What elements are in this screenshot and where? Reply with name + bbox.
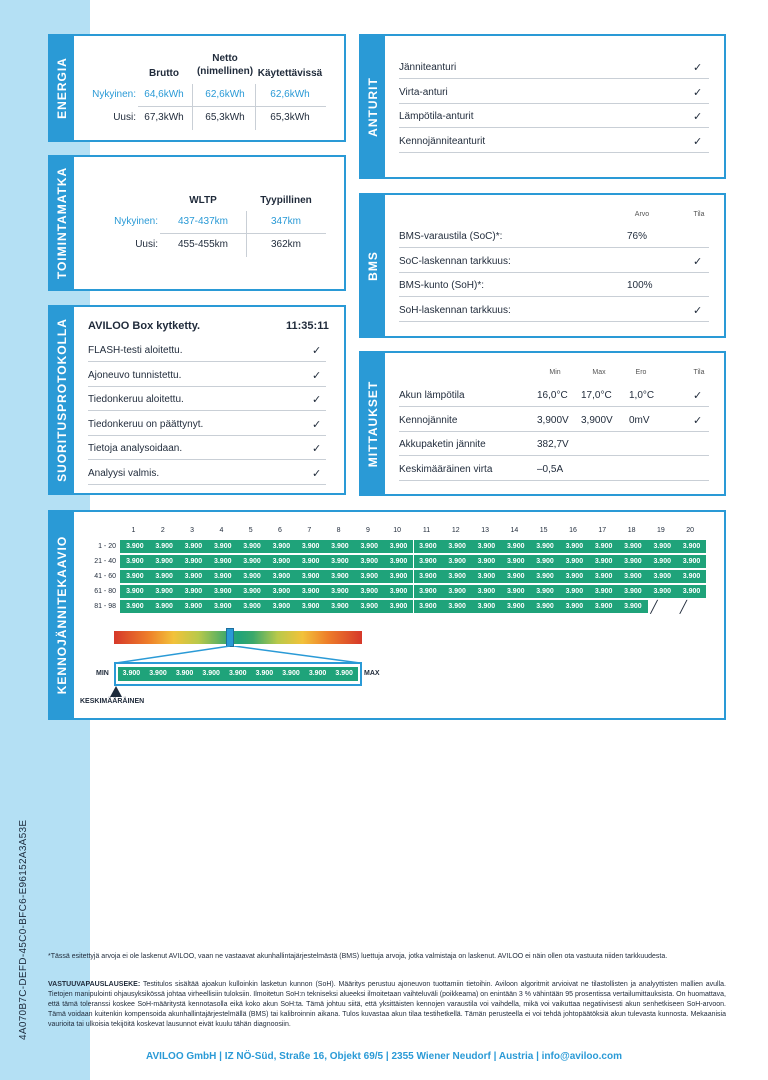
cell-voltage: 3.900: [413, 585, 443, 598]
check-icon: ✓: [693, 255, 703, 268]
column-number: 8: [336, 527, 341, 534]
anturit-tab: [361, 36, 385, 177]
bms-row-value: 100%: [627, 280, 653, 291]
cell-voltage: 3.900: [618, 585, 648, 598]
cell-voltage: 3.900: [179, 570, 209, 583]
sensor-item: Jänniteanturi: [399, 62, 457, 73]
cell-voltage: 3.900: [647, 555, 677, 568]
empty-cell-slash: ╱: [650, 600, 658, 614]
energia-value: 67,3kWh: [144, 112, 184, 123]
column-number: 7: [307, 527, 312, 534]
cell-voltage: 3.900: [472, 540, 502, 553]
divider: [399, 431, 709, 432]
cell-voltage: 3.900: [384, 540, 414, 553]
scale-cell-voltage: 3.900: [304, 667, 331, 681]
energia-title: ENERGIA: [55, 57, 69, 119]
column-number: 10: [393, 527, 402, 534]
energia-value: 65,3kWh: [205, 112, 245, 123]
row-range-label: 61 - 80: [94, 588, 116, 595]
measurement-ero: 0mV: [629, 414, 650, 426]
cell-voltage: 3.900: [267, 585, 297, 598]
check-icon: ✓: [312, 394, 322, 406]
cell-voltage: 3.900: [149, 540, 179, 553]
cell-voltage: 3.900: [354, 555, 384, 568]
scale-max-label: MAX: [364, 670, 380, 677]
divider: [399, 480, 709, 481]
energia-header-netto: [194, 52, 256, 78]
cell-voltage: 3.900: [149, 570, 179, 583]
divider: [138, 106, 326, 107]
bms-col-value: Arvo: [634, 211, 650, 218]
mittaukset-col-status: Tila: [693, 369, 705, 376]
sensor-item: Lämpötila-anturit: [399, 111, 474, 122]
divider: [246, 211, 247, 257]
energia-header-netto-line1: Netto: [212, 53, 238, 64]
mittaukset-tab: [361, 353, 385, 494]
cell-voltage: 3.900: [325, 600, 355, 613]
cell-voltage: 3.900: [442, 570, 472, 583]
divider: [255, 84, 256, 130]
cell-voltage: 3.900: [296, 540, 326, 553]
cell-voltage: 3.900: [149, 555, 179, 568]
cell-voltage: 3.900: [237, 585, 267, 598]
cell-voltage: 3.900: [325, 555, 355, 568]
cell-voltage: 3.900: [472, 555, 502, 568]
divider: [399, 296, 709, 297]
cell-voltage: 3.900: [208, 570, 238, 583]
protocol-item: Ajoneuvo tunnistettu.: [88, 369, 182, 381]
energia-value: 62,6kWh: [270, 89, 310, 100]
cell-voltage: 3.900: [208, 600, 238, 613]
cell-voltage: 3.900: [472, 600, 502, 613]
cell-voltage: 3.900: [296, 570, 326, 583]
cell-voltage: 3.900: [149, 585, 179, 598]
divider: [399, 406, 709, 407]
cell-voltage: 3.900: [560, 585, 590, 598]
cell-voltage: 3.900: [618, 570, 648, 583]
mittaukset-col-min: Min: [549, 369, 561, 376]
column-number: 15: [539, 527, 548, 534]
row-range-label: 41 - 60: [94, 573, 116, 580]
protocol-time: 11:35:11: [286, 320, 329, 332]
cell-voltage: 3.900: [354, 600, 384, 613]
divider: [88, 459, 326, 460]
check-icon: ✓: [693, 111, 703, 123]
cell-voltage: 3.900: [384, 570, 414, 583]
cell-voltage: 3.900: [560, 570, 590, 583]
cell-voltage: 3.900: [501, 570, 531, 583]
cell-voltage: 3.900: [413, 570, 443, 583]
cell-voltage: 3.900: [208, 540, 238, 553]
cell-voltage: 3.900: [677, 570, 707, 583]
energia-value: 62,6kWh: [205, 89, 245, 100]
scale-cell-voltage: 3.900: [278, 667, 305, 681]
column-number: 14: [510, 527, 519, 534]
check-icon: ✓: [693, 414, 703, 427]
toimintamatka-value: 437-437km: [177, 216, 229, 227]
column-number: 2: [160, 527, 165, 534]
cell-voltage: 3.900: [325, 570, 355, 583]
energia-row-label: Nykyinen:: [92, 89, 136, 100]
divider: [399, 247, 709, 248]
cell-voltage: 3.900: [530, 600, 560, 613]
document-id: 4A070B7C-DEFD-45C0-BFC6-E96152A3A53E: [18, 819, 29, 1040]
cell-voltage: 3.900: [647, 540, 677, 553]
mittaukset-col-ero: Ero: [635, 369, 647, 376]
divider: [399, 103, 709, 104]
divider: [88, 361, 326, 362]
measurement-min: –0,5A: [537, 463, 564, 475]
cell-voltage: 3.900: [647, 570, 677, 583]
energia-value: 64,6kWh: [144, 89, 184, 100]
bms-title: BMS: [366, 250, 380, 281]
column-number: 11: [422, 527, 431, 534]
kennojannite-title: KENNOJÄNNITEKAAVIO: [55, 535, 69, 695]
scale-cell-voltage: 3.900: [145, 667, 172, 681]
cell-voltage: 3.900: [589, 585, 619, 598]
energia-card: [48, 34, 346, 142]
cell-voltage: 3.900: [589, 570, 619, 583]
check-icon: ✓: [693, 304, 703, 317]
bms-card: [359, 193, 726, 338]
divider: [399, 455, 709, 456]
cell-voltage: 3.900: [677, 555, 707, 568]
cell-voltage: 3.900: [618, 540, 648, 553]
cell-voltage: 3.900: [149, 600, 179, 613]
cell-voltage: 3.900: [618, 600, 648, 613]
divider: [88, 386, 326, 387]
toimintamatka-value: 362km: [270, 239, 301, 250]
column-number: 5: [248, 527, 253, 534]
scale-marker: [226, 628, 234, 647]
column-number: 17: [598, 527, 607, 534]
anturit-title: ANTURIT: [366, 76, 380, 137]
cell-voltage: 3.900: [677, 585, 707, 598]
cell-voltage: 3.900: [589, 540, 619, 553]
cell-voltage: 3.900: [325, 540, 355, 553]
check-icon: ✓: [693, 62, 703, 74]
mittaukset-title: MITTAUKSET: [366, 380, 380, 467]
cell-voltage: 3.900: [560, 600, 590, 613]
cell-voltage: 3.900: [267, 555, 297, 568]
protocol-item: FLASH-testi aloitettu.: [88, 345, 183, 356]
scale-cell-voltage: 3.900: [118, 667, 145, 681]
anturit-card: [359, 34, 726, 179]
toimintamatka-header-wltp: WLTP: [189, 195, 217, 206]
bms-row-value: 76%: [627, 231, 648, 242]
column-number: 19: [656, 527, 665, 534]
cell-voltage: 3.900: [472, 585, 502, 598]
cell-voltage: 3.900: [354, 585, 384, 598]
cell-voltage: 3.900: [677, 540, 707, 553]
toimintamatka-card: [48, 155, 346, 291]
measurement-label: Keskimääräinen virta: [399, 463, 493, 475]
scale-cell-voltage: 3.900: [331, 667, 358, 681]
suoritusprotokolla-tab: [50, 307, 74, 493]
bms-row-label: BMS-kunto (SoH)*:: [399, 280, 485, 291]
cell-voltage: 3.900: [179, 585, 209, 598]
check-icon: ✓: [312, 418, 322, 431]
divider: [160, 233, 326, 234]
scale-cell-voltage: 3.900: [251, 667, 278, 681]
cell-voltage: 3.900: [208, 555, 238, 568]
protocol-item: Tiedonkeruu on päättynyt.: [88, 418, 204, 430]
measurement-label: Akkupaketin jännite: [399, 439, 486, 450]
suoritusprotokolla-card: [48, 305, 346, 495]
check-icon: ✓: [693, 86, 703, 99]
cell-voltage: 3.900: [120, 540, 150, 553]
toimintamatka-row-label: Nykyinen:: [114, 216, 158, 227]
column-number: 1: [131, 527, 136, 534]
cell-voltage: 3.900: [442, 600, 472, 613]
divider: [399, 152, 709, 153]
mittaukset-card: [359, 351, 726, 496]
column-number: 9: [365, 527, 370, 534]
toimintamatka-tab: [50, 157, 74, 289]
kennojannite-card: [48, 510, 726, 720]
cell-voltage: 3.900: [267, 600, 297, 613]
column-number: 16: [569, 527, 577, 534]
column-number: 4: [219, 527, 224, 534]
toimintamatka-value: 347km: [270, 216, 301, 227]
divider: [88, 435, 326, 436]
cell-voltage: 3.900: [589, 555, 619, 568]
measurement-min: 382,7V: [537, 439, 569, 450]
cell-voltage: 3.900: [296, 600, 326, 613]
divider: [399, 321, 709, 322]
energia-row-label: Uusi:: [113, 112, 136, 123]
cell-voltage: 3.900: [501, 555, 531, 568]
measurement-label: Akun lämpötila: [399, 390, 465, 401]
cell-voltage: 3.900: [354, 540, 384, 553]
column-number: 13: [481, 527, 489, 534]
suoritusprotokolla-title: SUORITUSPROTOKOLLA: [55, 318, 69, 482]
cell-voltage: 3.900: [384, 600, 414, 613]
empty-cell-slash: ╱: [679, 600, 687, 614]
scale-cell-voltage: 3.900: [224, 667, 251, 681]
average-label: KESKIMÄÄRÄINEN: [80, 698, 145, 705]
check-icon: ✓: [312, 443, 322, 455]
cell-voltage: 3.900: [120, 600, 150, 613]
cell-voltage: 3.900: [384, 585, 414, 598]
bms-tab: [361, 195, 385, 336]
sensor-item: Kennojänniteanturit: [399, 135, 486, 147]
disclaimer-text: Testitulos sisältää ajoakun kulloinkin lasketun kunnon (SoH). Määritys perustuu ajoneuvon tuottamiin tietoihin. Aviloon algoritmit arvioivat ne tilastollisten ja analyyttisten mallien avulla. Tietojen manipulointi ohjausyksikössä johtaa virheellisiin tuloksiin. Ilmoitetun SoH:n tekniseksi alueeksi ilmoitetaan vaihteluväli (poikkeama) on enintään 3 % vähintään 95 prosentissa vertailumittauksista. On huomattava, että tämä toleranssi koskee SoH-määritystä kennotasolla eikä koko akun SoH:ta. Tämä johtuu siitä, että yksittäisten kennojen varaustila voi vaihdella, mikä voi vaikuttaa negatiivisesti akun senhetkiseen SoH-arvoon. Tämä voidaan kuitenkin kompensoida akunhallintajärjestelmällä (BMS) tai kalibroinnin aikana. Tulos kuvastaa akun tilaa testihetkellä. Tämän perusteella ei voi tehdä johtopäätöksiä akun tulevasta kunnosta. Mekaanisia vaurioita tai ulkoisia tekijöitä koskevat lausunnot eivät kuulu tähän diagnoosiin.: [48, 981, 726, 1028]
toimintamatka-value: 455-455km: [177, 239, 229, 250]
sensor-item: Virta-anturi: [399, 86, 448, 98]
divider: [399, 127, 709, 128]
protocol-heading: AVILOO Box kytketty.: [88, 320, 201, 332]
cell-voltage: 3.900: [354, 570, 384, 583]
energia-tab: [50, 36, 74, 140]
cell-voltage: 3.900: [179, 555, 209, 568]
bms-row-label: SoH-laskennan tarkkuus:: [399, 304, 511, 316]
cell-voltage: 3.900: [501, 540, 531, 553]
scale-cell-voltage: 3.900: [171, 667, 198, 681]
cell-voltage: 3.900: [530, 555, 560, 568]
bms-row-label: BMS-varaustila (SoC)*:: [399, 231, 503, 242]
cell-voltage: 3.900: [237, 600, 267, 613]
cell-voltage: 3.900: [267, 570, 297, 583]
measurement-max: 17,0°C: [581, 390, 612, 401]
cell-voltage: 3.900: [560, 540, 590, 553]
disclaimer-title: VASTUUVAPAUSLAUSEKE:: [48, 981, 141, 988]
measurement-ero: 1,0°C: [629, 390, 655, 401]
footnote-bms: *Tässä esitettyjä arvoja ei ole laskenut AVILOO, vaan ne vastaavat akunhallintajärjestelmästä (BMS) luettuja arvoja, jotka valmistaja on laskenut. AVILOO ei näin ollen ota vastuuta niiden tarkkuudesta.: [48, 953, 668, 960]
scale-value-row: [114, 662, 362, 686]
column-number: 12: [451, 527, 460, 534]
row-range-label: 1 - 20: [98, 543, 116, 550]
bms-col-status: Tila: [693, 211, 705, 218]
divider: [88, 484, 326, 485]
toimintamatka-title: TOIMINTAMATKA: [55, 166, 69, 280]
column-number: 20: [686, 527, 695, 534]
cell-voltage: 3.900: [530, 540, 560, 553]
protocol-item: Tiedonkeruu aloitettu.: [88, 394, 184, 405]
cell-voltage: 3.900: [647, 585, 677, 598]
cell-voltage: 3.900: [530, 585, 560, 598]
cell-voltage: 3.900: [237, 570, 267, 583]
cell-voltage: 3.900: [413, 600, 443, 613]
divider: [399, 272, 709, 273]
check-icon: ✓: [693, 390, 703, 402]
cell-voltage: 3.900: [618, 555, 648, 568]
cell-voltage: 3.900: [120, 585, 150, 598]
cell-voltage: 3.900: [237, 555, 267, 568]
column-number: 3: [190, 527, 195, 534]
row-range-label: 81 - 98: [94, 603, 116, 610]
cell-voltage: 3.900: [120, 555, 150, 568]
cell-voltage: 3.900: [179, 540, 209, 553]
cell-voltage: 3.900: [384, 555, 414, 568]
measurement-min: 16,0°C: [537, 390, 568, 401]
kennojannite-tab: [50, 512, 74, 718]
column-number: 18: [627, 527, 636, 534]
cell-voltage: 3.900: [296, 555, 326, 568]
scale-cell-voltage: 3.900: [198, 667, 225, 681]
column-number: 6: [278, 527, 282, 534]
protocol-item: Analyysi valmis.: [88, 467, 160, 479]
cell-voltage: 3.900: [442, 555, 472, 568]
cell-voltage: 3.900: [325, 585, 355, 598]
check-icon: ✓: [693, 135, 703, 148]
scale-min-label: MIN: [96, 670, 109, 677]
bms-row-label: SoC-laskennan tarkkuus:: [399, 255, 511, 267]
cell-voltage: 3.900: [208, 585, 238, 598]
energia-value: 65,3kWh: [270, 112, 310, 123]
cell-voltage: 3.900: [501, 600, 531, 613]
cell-voltage: 3.900: [442, 540, 472, 553]
divider: [399, 78, 709, 79]
measurement-max: 3,900V: [581, 414, 613, 426]
check-icon: ✓: [312, 467, 322, 480]
row-range-label: 21 - 40: [94, 558, 116, 565]
footer-company: AVILOO GmbH | IZ NÖ-Süd, Straße 16, Objekt 69/5 | 2355 Wiener Neudorf | Austria | info@aviloo.com: [146, 1051, 622, 1062]
cell-voltage: 3.900: [237, 540, 267, 553]
color-scale-bar: [114, 631, 362, 644]
mittaukset-col-max: Max: [592, 369, 606, 376]
check-icon: ✓: [312, 345, 322, 357]
cell-voltage: 3.900: [267, 540, 297, 553]
toimintamatka-header-tyypillinen: Tyypillinen: [260, 195, 312, 206]
cell-voltage: 3.900: [296, 585, 326, 598]
average-marker-icon: [110, 686, 122, 697]
cell-voltage: 3.900: [589, 600, 619, 613]
divider: [192, 84, 193, 130]
cell-voltage: 3.900: [530, 570, 560, 583]
cell-voltage: 3.900: [120, 570, 150, 583]
measurement-min: 3,900V: [537, 414, 569, 426]
cell-voltage: 3.900: [413, 540, 443, 553]
toimintamatka-row-label: Uusi:: [135, 239, 158, 250]
cell-voltage: 3.900: [442, 585, 472, 598]
cell-voltage: 3.900: [472, 570, 502, 583]
energia-header-brutto: Brutto: [149, 68, 179, 79]
cell-voltage: 3.900: [501, 585, 531, 598]
protocol-item: Tietoja analysoidaan.: [88, 443, 183, 454]
cell-voltage: 3.900: [179, 600, 209, 613]
grid-divider: [413, 540, 414, 615]
measurement-label: Kennojännite: [399, 414, 458, 426]
energia-header-kaytettavissa: Käytettävissä: [257, 68, 323, 79]
divider: [88, 410, 326, 411]
cell-voltage: 3.900: [560, 555, 590, 568]
cell-voltage: 3.900: [413, 555, 443, 568]
energia-header-netto-line2: (nimellinen): [196, 66, 254, 77]
disclaimer: [48, 980, 726, 1030]
check-icon: ✓: [312, 369, 322, 382]
